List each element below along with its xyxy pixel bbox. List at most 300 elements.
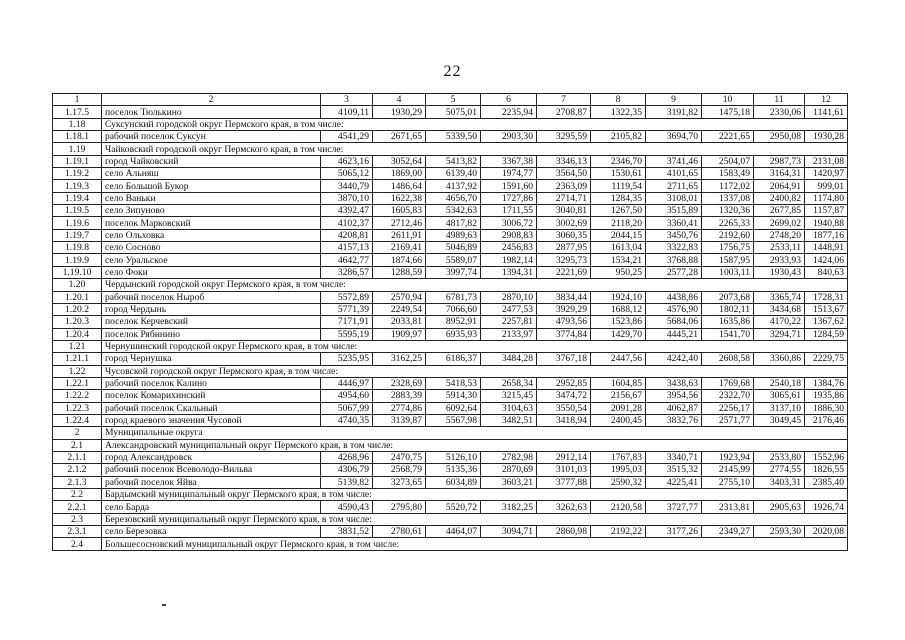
value-cell: 1587,95	[702, 254, 754, 266]
value-cell: 1530,61	[591, 168, 646, 180]
value-cell: 2952,85	[537, 377, 591, 389]
value-cell: 3440,79	[321, 180, 373, 192]
value-cell: 3294,71	[754, 328, 805, 340]
value-cell: 3832,76	[646, 414, 702, 426]
value-cell: 4642,77	[321, 254, 373, 266]
value-cell: 4306,79	[321, 464, 373, 476]
value-cell: 4208,81	[321, 229, 373, 241]
value-cell: 2120,58	[591, 501, 646, 513]
value-cell: 3515,32	[646, 464, 702, 476]
stray-mark	[162, 604, 166, 606]
row-code: 1.19.5	[53, 205, 102, 217]
value-cell: 1424,06	[805, 254, 848, 266]
value-cell: 4101,65	[646, 168, 702, 180]
column-header: 9	[646, 94, 702, 106]
value-cell: 3191,82	[646, 106, 702, 118]
value-cell: 5595,19	[321, 328, 373, 340]
value-cell: 2105,82	[591, 131, 646, 143]
value-cell: 4446,97	[321, 377, 373, 389]
value-cell: 3484,28	[481, 353, 537, 365]
table-row	[53, 131, 848, 143]
value-cell: 1935,86	[805, 390, 848, 402]
group-name: Чердынский городской округ Пермского края, в том числе:	[102, 279, 848, 291]
value-cell: 3215,45	[481, 390, 537, 402]
value-cell: 2020,08	[805, 526, 848, 538]
value-cell: 3101,03	[537, 464, 591, 476]
value-cell: 2714,71	[537, 192, 591, 204]
row-name: город краевого значения Чусовой	[102, 414, 321, 426]
value-cell: 2328,69	[373, 377, 426, 389]
table-row	[53, 168, 848, 180]
value-cell: 1923,94	[702, 451, 754, 463]
value-cell: 2774,86	[373, 402, 426, 414]
value-cell: 3774,84	[537, 328, 591, 340]
value-cell: 7066,60	[426, 303, 481, 315]
value-cell: 2912,14	[537, 451, 591, 463]
value-cell: 1924,10	[591, 291, 646, 303]
value-cell: 3727,77	[646, 501, 702, 513]
value-cell: 1174,80	[805, 192, 848, 204]
row-code: 1.17.5	[53, 106, 102, 118]
group-row	[53, 118, 848, 130]
value-cell: 2504,07	[702, 155, 754, 167]
value-cell: 2748,20	[754, 229, 805, 241]
group-row	[53, 489, 848, 501]
row-code: 1.20.2	[53, 303, 102, 315]
value-cell: 2908,83	[481, 229, 537, 241]
value-cell: 1475,18	[702, 106, 754, 118]
value-cell: 3262,63	[537, 501, 591, 513]
group-row	[53, 538, 848, 550]
value-cell: 4242,40	[646, 353, 702, 365]
value-cell: 4438,86	[646, 291, 702, 303]
value-cell: 2795,80	[373, 501, 426, 513]
group-row	[53, 365, 848, 377]
value-cell: 3474,72	[537, 390, 591, 402]
value-cell: 4817,82	[426, 217, 481, 229]
value-cell: 2470,75	[373, 451, 426, 463]
value-cell: 2330,06	[754, 106, 805, 118]
table-row	[53, 242, 848, 254]
value-cell: 1141,61	[805, 106, 848, 118]
value-cell: 2192,22	[591, 526, 646, 538]
value-cell: 5520,72	[426, 501, 481, 513]
row-code: 1.22.2	[53, 390, 102, 402]
value-cell: 2156,67	[591, 390, 646, 402]
table-row	[53, 414, 848, 426]
row-name: рабочий поселок Всеволодо-Вильва	[102, 464, 321, 476]
value-cell: 2860,98	[537, 526, 591, 538]
group-name: Чернушинский городской округ Пермского края, в том числе:	[102, 340, 848, 352]
value-cell: 2870,10	[481, 291, 537, 303]
table-row	[53, 501, 848, 513]
value-cell: 3438,63	[646, 377, 702, 389]
value-cell: 3434,68	[754, 303, 805, 315]
table-row	[53, 106, 848, 118]
value-cell: 1711,55	[481, 205, 537, 217]
row-name: рабочий поселок Скальный	[102, 402, 321, 414]
value-cell: 3831,52	[321, 526, 373, 538]
row-code: 1.18	[53, 118, 102, 130]
group-name: Березовский муниципальный округ Пермского края, в том числе:	[102, 513, 848, 525]
table-row	[53, 390, 848, 402]
row-code: 2.1.2	[53, 464, 102, 476]
row-name: рабочий поселок Калино	[102, 377, 321, 389]
value-cell: 2577,28	[646, 266, 702, 278]
column-header: 11	[754, 94, 805, 106]
value-cell: 1552,96	[805, 451, 848, 463]
value-cell: 2755,10	[702, 476, 754, 488]
row-code: 2.1	[53, 439, 102, 451]
value-cell: 1982,14	[481, 254, 537, 266]
value-cell: 2677,85	[754, 205, 805, 217]
row-code: 2.1.1	[53, 451, 102, 463]
value-cell: 2870,69	[481, 464, 537, 476]
table-row	[53, 180, 848, 192]
value-cell: 3295,59	[537, 131, 591, 143]
value-cell: 5235,95	[321, 353, 373, 365]
value-cell: 2883,39	[373, 390, 426, 402]
value-cell: 2950,08	[754, 131, 805, 143]
value-cell: 1119,54	[591, 180, 646, 192]
value-cell: 2533,80	[754, 451, 805, 463]
row-code: 1.19.1	[53, 155, 102, 167]
value-cell: 840,63	[805, 266, 848, 278]
value-cell: 2235,94	[481, 106, 537, 118]
table-body	[53, 94, 848, 551]
value-cell: 2169,41	[373, 242, 426, 254]
value-cell: 2192,60	[702, 229, 754, 241]
table-row	[53, 291, 848, 303]
value-cell: 4062,87	[646, 402, 702, 414]
value-cell: 1284,35	[591, 192, 646, 204]
row-name: село Зипуново	[102, 205, 321, 217]
value-cell: 1974,77	[481, 168, 537, 180]
table-row	[53, 192, 848, 204]
value-cell: 2313,81	[702, 501, 754, 513]
row-name: рабочий поселок Ныроб	[102, 291, 321, 303]
value-cell: 8952,91	[426, 316, 481, 328]
value-cell: 6139,40	[426, 168, 481, 180]
value-cell: 2774,55	[754, 464, 805, 476]
row-code: 1.18.1	[53, 131, 102, 143]
table-row	[53, 464, 848, 476]
group-name: Муниципальные округа	[102, 427, 848, 439]
value-cell: 3322,83	[646, 242, 702, 254]
row-code: 1.20.4	[53, 328, 102, 340]
value-cell: 2322,70	[702, 390, 754, 402]
value-cell: 3286,57	[321, 266, 373, 278]
column-header: 4	[373, 94, 426, 106]
value-cell: 2933,93	[754, 254, 805, 266]
value-cell: 3340,71	[646, 451, 702, 463]
row-code: 2	[53, 427, 102, 439]
column-header: 12	[805, 94, 848, 106]
value-cell: 3403,31	[754, 476, 805, 488]
row-name: село Барда	[102, 501, 321, 513]
row-code: 1.19.3	[53, 180, 102, 192]
row-name: город Александровск	[102, 451, 321, 463]
column-header: 7	[537, 94, 591, 106]
value-cell: 4137,92	[426, 180, 481, 192]
value-cell: 6781,73	[426, 291, 481, 303]
value-cell: 2540,18	[754, 377, 805, 389]
value-cell: 5413,82	[426, 155, 481, 167]
value-cell: 3954,56	[646, 390, 702, 402]
value-cell: 1583,49	[702, 168, 754, 180]
value-cell: 3418,94	[537, 414, 591, 426]
value-cell: 2400,45	[591, 414, 646, 426]
value-cell: 3104,63	[481, 402, 537, 414]
value-cell: 4109,11	[321, 106, 373, 118]
value-cell: 2712,46	[373, 217, 426, 229]
value-cell: 1909,97	[373, 328, 426, 340]
value-cell: 5067,99	[321, 402, 373, 414]
value-cell: 2782,98	[481, 451, 537, 463]
group-name: Александровский муниципальный округ Пермского края, в том числе:	[102, 439, 848, 451]
value-cell: 4793,56	[537, 316, 591, 328]
value-cell: 3777,88	[537, 476, 591, 488]
page-number: 22	[443, 63, 462, 80]
row-name: поселок Марковский	[102, 217, 321, 229]
value-cell: 6935,93	[426, 328, 481, 340]
value-cell: 1267,50	[591, 205, 646, 217]
value-cell: 3515,89	[646, 205, 702, 217]
value-cell: 1288,59	[373, 266, 426, 278]
value-cell: 1367,62	[805, 316, 848, 328]
row-code: 2.2.1	[53, 501, 102, 513]
value-cell: 1523,86	[591, 316, 646, 328]
value-cell: 3450,76	[646, 229, 702, 241]
value-cell: 1448,91	[805, 242, 848, 254]
value-cell: 1886,30	[805, 402, 848, 414]
value-cell: 5771,39	[321, 303, 373, 315]
value-cell: 4392,47	[321, 205, 373, 217]
value-cell: 1394,31	[481, 266, 537, 278]
value-cell: 4656,70	[426, 192, 481, 204]
table-row	[53, 254, 848, 266]
row-name: поселок Тюлькино	[102, 106, 321, 118]
value-cell: 2456,83	[481, 242, 537, 254]
row-code: 1.21.1	[53, 353, 102, 365]
value-cell: 2987,73	[754, 155, 805, 167]
value-cell: 2249,54	[373, 303, 426, 315]
value-cell: 2699,02	[754, 217, 805, 229]
column-header: 10	[702, 94, 754, 106]
value-cell: 1802,11	[702, 303, 754, 315]
value-cell: 3137,10	[754, 402, 805, 414]
value-cell: 3768,88	[646, 254, 702, 266]
group-row	[53, 439, 848, 451]
value-cell: 6034,89	[426, 476, 481, 488]
value-cell: 3273,65	[373, 476, 426, 488]
value-cell: 2400,82	[754, 192, 805, 204]
table-row	[53, 402, 848, 414]
value-cell: 5684,06	[646, 316, 702, 328]
value-cell: 2608,58	[702, 353, 754, 365]
header-row	[53, 94, 848, 106]
value-cell: 1429,70	[591, 328, 646, 340]
value-cell: 1769,68	[702, 377, 754, 389]
row-code: 1.19.2	[53, 168, 102, 180]
row-name: село Ваньки	[102, 192, 321, 204]
group-name: Чайковский городской округ Пермского края, в том числе:	[102, 143, 848, 155]
value-cell: 2903,30	[481, 131, 537, 143]
value-cell: 4464,07	[426, 526, 481, 538]
value-cell: 1604,85	[591, 377, 646, 389]
value-cell: 1420,97	[805, 168, 848, 180]
value-cell: 5065,12	[321, 168, 373, 180]
value-cell: 2658,34	[481, 377, 537, 389]
value-cell: 2447,56	[591, 353, 646, 365]
row-code: 1.19.4	[53, 192, 102, 204]
table-row	[53, 316, 848, 328]
value-cell: 2593,30	[754, 526, 805, 538]
table-row	[53, 217, 848, 229]
column-header: 5	[426, 94, 481, 106]
value-cell: 2571,77	[702, 414, 754, 426]
row-code: 1.20.1	[53, 291, 102, 303]
value-cell: 5567,98	[426, 414, 481, 426]
group-row	[53, 340, 848, 352]
value-cell: 3040,81	[537, 205, 591, 217]
group-name: Суксунский городской округ Пермского края, в том числе:	[102, 118, 848, 130]
group-row	[53, 427, 848, 439]
value-cell: 4170,22	[754, 316, 805, 328]
value-cell: 4225,41	[646, 476, 702, 488]
table-row	[53, 476, 848, 488]
row-name: рабочий поселок Суксун	[102, 131, 321, 143]
value-cell: 5418,53	[426, 377, 481, 389]
row-code: 1.20.3	[53, 316, 102, 328]
row-name: рабочий поселок Яйва	[102, 476, 321, 488]
row-code: 2.2	[53, 489, 102, 501]
row-code: 1.22.4	[53, 414, 102, 426]
value-cell: 2611,91	[373, 229, 426, 241]
value-cell: 1727,86	[481, 192, 537, 204]
row-name: село Ольховка	[102, 229, 321, 241]
value-cell: 4590,43	[321, 501, 373, 513]
value-cell: 4541,29	[321, 131, 373, 143]
value-cell: 2133,97	[481, 328, 537, 340]
value-cell: 2091,28	[591, 402, 646, 414]
value-cell: 3065,61	[754, 390, 805, 402]
value-cell: 2176,46	[805, 414, 848, 426]
value-cell: 2033,81	[373, 316, 426, 328]
column-header: 1	[53, 94, 102, 106]
value-cell: 1486,64	[373, 180, 426, 192]
value-cell: 3929,29	[537, 303, 591, 315]
value-cell: 3162,25	[373, 353, 426, 365]
value-cell: 950,25	[591, 266, 646, 278]
value-cell: 2363,09	[537, 180, 591, 192]
value-cell: 4623,16	[321, 155, 373, 167]
row-code: 1.19	[53, 143, 102, 155]
value-cell: 2118,20	[591, 217, 646, 229]
value-cell: 1605,83	[373, 205, 426, 217]
value-cell: 3177,26	[646, 526, 702, 538]
value-cell: 1513,67	[805, 303, 848, 315]
row-code: 2.3.1	[53, 526, 102, 538]
value-cell: 2073,68	[702, 291, 754, 303]
column-header: 3	[321, 94, 373, 106]
value-cell: 1591,60	[481, 180, 537, 192]
row-name: село Сосново	[102, 242, 321, 254]
value-cell: 1613,04	[591, 242, 646, 254]
value-cell: 1635,86	[702, 316, 754, 328]
value-cell: 3870,10	[321, 192, 373, 204]
value-cell: 1767,83	[591, 451, 646, 463]
value-cell: 3694,70	[646, 131, 702, 143]
value-cell: 1337,08	[702, 192, 754, 204]
row-name: город Чернушка	[102, 353, 321, 365]
value-cell: 2877,95	[537, 242, 591, 254]
row-code: 1.19.6	[53, 217, 102, 229]
value-cell: 2385,40	[805, 476, 848, 488]
row-name: город Чердынь	[102, 303, 321, 315]
value-cell: 3360,86	[754, 353, 805, 365]
value-cell: 3741,46	[646, 155, 702, 167]
value-cell: 1534,21	[591, 254, 646, 266]
table-row	[53, 451, 848, 463]
group-name: Большесосновский муниципальный округ Пермского края, в том числе:	[102, 538, 848, 550]
value-cell: 3006,72	[481, 217, 537, 229]
value-cell: 2221,65	[702, 131, 754, 143]
value-cell: 3108,01	[646, 192, 702, 204]
table-row	[53, 229, 848, 241]
value-cell: 2349,27	[702, 526, 754, 538]
column-header: 2	[102, 94, 321, 106]
value-cell: 4102,37	[321, 217, 373, 229]
value-cell: 1877,16	[805, 229, 848, 241]
value-cell: 3060,35	[537, 229, 591, 241]
value-cell: 3767,18	[537, 353, 591, 365]
row-code: 2.3	[53, 513, 102, 525]
table-row	[53, 205, 848, 217]
value-cell: 1940,88	[805, 217, 848, 229]
value-cell: 1322,35	[591, 106, 646, 118]
value-cell: 5135,36	[426, 464, 481, 476]
value-cell: 1728,31	[805, 291, 848, 303]
row-code: 1.22.3	[53, 402, 102, 414]
value-cell: 2780,61	[373, 526, 426, 538]
value-cell: 2145,99	[702, 464, 754, 476]
value-cell: 2711,65	[646, 180, 702, 192]
value-cell: 5342,63	[426, 205, 481, 217]
row-code: 1.22.1	[53, 377, 102, 389]
value-cell: 2570,94	[373, 291, 426, 303]
value-cell: 1320,36	[702, 205, 754, 217]
table-row	[53, 303, 848, 315]
group-name: Бардымский муниципальный округ Пермского края, в том числе:	[102, 489, 848, 501]
value-cell: 1384,76	[805, 377, 848, 389]
value-cell: 1284,59	[805, 328, 848, 340]
row-code: 1.19.8	[53, 242, 102, 254]
value-cell: 4157,13	[321, 242, 373, 254]
value-cell: 2131,08	[805, 155, 848, 167]
table-row	[53, 377, 848, 389]
column-header: 6	[481, 94, 537, 106]
value-cell: 5914,30	[426, 390, 481, 402]
value-cell: 5589,07	[426, 254, 481, 266]
row-name: село Фоки	[102, 266, 321, 278]
value-cell: 3550,54	[537, 402, 591, 414]
group-name: Чусовской городской округ Пермского края, в том числе:	[102, 365, 848, 377]
value-cell: 1926,74	[805, 501, 848, 513]
value-cell: 4268,96	[321, 451, 373, 463]
value-cell: 4445,21	[646, 328, 702, 340]
value-cell: 5046,89	[426, 242, 481, 254]
